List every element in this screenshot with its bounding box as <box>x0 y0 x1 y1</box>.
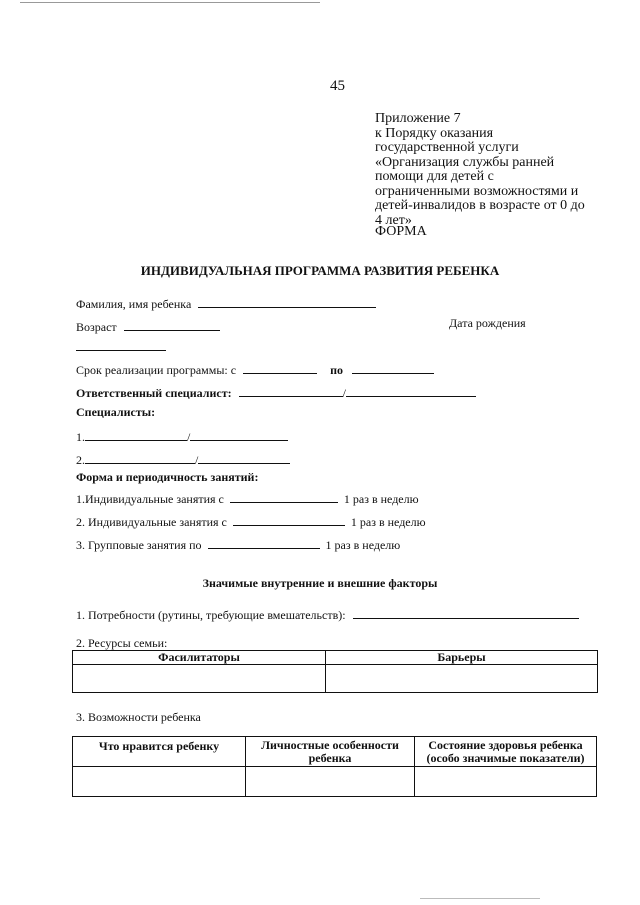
session-3-label: 3. Групповые занятия по <box>76 538 202 552</box>
specialist-1-role-field[interactable] <box>190 428 288 441</box>
session-3-field[interactable] <box>208 536 320 549</box>
session-2-label: 2. Индивидуальные занятия с <box>76 515 227 529</box>
session-row-1 <box>76 490 419 507</box>
slash: / <box>195 453 199 467</box>
program-start-field[interactable] <box>243 361 317 374</box>
document-title: ИНДИВИДУАЛЬНАЯ ПРОГРАММА РАЗВИТИЯ РЕБЕНКА <box>140 263 500 278</box>
session-3-freq: 1 раз в неделю <box>325 538 401 552</box>
slash: / <box>342 386 346 400</box>
personal-traits-line: Личностные особенности <box>261 738 399 752</box>
age-row <box>76 318 220 335</box>
child-name-row <box>76 295 376 312</box>
specialists-label: Специалисты: <box>76 405 156 419</box>
child-name-label: Фамилия, имя ребенка <box>76 297 192 311</box>
responsible-label: Ответственный специалист: <box>76 386 232 400</box>
annex-block <box>375 112 605 228</box>
annex-line: государственной услуги <box>375 140 519 155</box>
barriers-cell[interactable] <box>326 665 598 693</box>
specialist-2-role-field[interactable] <box>198 451 290 464</box>
page-number: 45 <box>330 78 345 94</box>
session-row-3 <box>76 536 400 553</box>
likes-header: Что нравится ребенку <box>73 737 246 767</box>
personal-traits-line: ребенка <box>308 751 352 765</box>
scan-top-line <box>20 2 320 3</box>
birth-date-field[interactable] <box>76 350 166 351</box>
needs-field[interactable] <box>353 606 579 619</box>
responsible-role-field[interactable] <box>346 384 476 397</box>
annex-line: к Порядку оказания <box>375 125 494 141</box>
annex-line: ограниченными возможностями и <box>375 183 579 199</box>
program-end-field[interactable] <box>352 361 434 374</box>
program-term-row <box>76 361 434 378</box>
birth-date-label: Дата рождения <box>449 316 526 330</box>
specialist-2-number: 2. <box>76 453 85 467</box>
age-label: Возраст <box>76 320 117 334</box>
sessions-heading: Форма и периодичность занятий: <box>76 470 259 484</box>
form-label: ФОРМА <box>375 224 427 239</box>
annex-line: помощи для детей с <box>375 169 494 184</box>
session-1-freq: 1 раз в неделю <box>343 492 419 506</box>
specialist-row-2 <box>76 451 290 468</box>
health-header <box>415 737 597 767</box>
specialist-1-name-field[interactable] <box>85 428 187 441</box>
barriers-header: Барьеры <box>326 651 598 665</box>
annex-line: «Организация службы ранней <box>375 154 555 170</box>
personal-traits-cell[interactable] <box>246 767 415 797</box>
health-line: Состояние здоровья ребенка <box>428 738 583 752</box>
annex-line: 4 лет» <box>375 212 412 228</box>
session-2-freq: 1 раз в неделю <box>350 515 426 529</box>
responsible-row <box>76 384 476 401</box>
specialist-1-number: 1. <box>76 430 85 444</box>
factors-heading: Значимые внутренние и внешние факторы <box>202 576 438 590</box>
annex-line: Приложение 7 <box>375 111 461 126</box>
specialist-row-1 <box>76 428 288 445</box>
health-line: (особо значимые показатели) <box>426 751 585 765</box>
family-resources-label: 2. Ресурсы семьи: <box>76 636 168 650</box>
child-name-field[interactable] <box>198 295 376 308</box>
program-term-to-label: по <box>330 363 343 377</box>
program-term-label: Срок реализации программы: с <box>76 363 237 377</box>
responsible-name-field[interactable] <box>239 384 343 397</box>
annex-line: детей-инвалидов в возрасте от 0 до <box>375 198 585 213</box>
session-1-field[interactable] <box>230 490 338 503</box>
session-2-field[interactable] <box>233 513 345 526</box>
needs-label: 1. Потребности (рутины, требующие вмешательств): <box>76 608 346 622</box>
session-1-label: 1.Индивидуальные занятия с <box>76 492 224 506</box>
child-abilities-table <box>72 736 597 797</box>
needs-row <box>76 606 579 623</box>
likes-cell[interactable] <box>73 767 246 797</box>
facilitators-cell[interactable] <box>73 665 326 693</box>
personal-traits-header <box>246 737 415 767</box>
child-abilities-label: 3. Возможности ребенка <box>76 710 201 724</box>
session-row-2 <box>76 513 426 530</box>
health-cell[interactable] <box>415 767 597 797</box>
slash: / <box>187 430 191 444</box>
age-field[interactable] <box>124 318 220 331</box>
scan-bottom-line <box>420 898 540 899</box>
specialist-2-name-field[interactable] <box>85 451 195 464</box>
family-resources-table <box>72 650 598 693</box>
facilitators-header: Фасилитаторы <box>73 651 326 665</box>
